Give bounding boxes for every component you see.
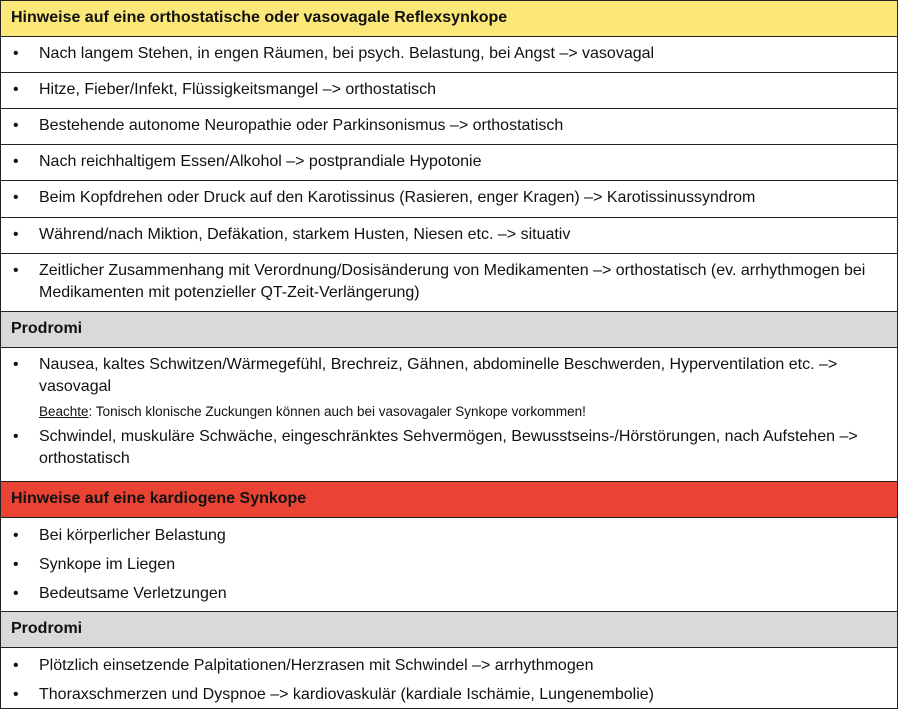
bullet-icon: • <box>13 262 19 279</box>
bullet-icon: • <box>13 153 19 170</box>
list-item <box>11 525 887 547</box>
item-text: Bestehende autonome Neuropathie oder Parkinsonismus –> orthostatisch <box>39 117 564 134</box>
list-item <box>1 73 897 109</box>
list-item <box>1 109 897 145</box>
list-item <box>1 37 897 73</box>
bullet-icon: • <box>13 527 19 544</box>
note-text: : Tonisch klonische Zuckungen können auch bei vasovagaler Synkope vorkommen! <box>88 404 586 419</box>
item-text: Nach reichhaltigem Essen/Alkohol –> postprandiale Hypotonie <box>39 153 482 170</box>
list-item <box>1 145 897 181</box>
bullet-icon: • <box>13 226 19 243</box>
list-item <box>11 354 887 398</box>
cardiac-syncope-header: Hinweise auf eine kardiogene Synkope <box>1 482 897 518</box>
note <box>11 403 887 421</box>
list-item <box>11 583 887 605</box>
bullet-icon: • <box>13 45 19 62</box>
prodromi-list <box>1 348 897 482</box>
item-text: Thoraxschmerzen und Dyspnoe –> kardiovaskulär (kardiale Ischämie, Lungenembolie) <box>39 686 654 703</box>
item-text: Zeitlicher Zusammenhang mit Verordnung/Dosisänderung von Medikamenten –> orthostatisch (ev. arrhythmogen bei Medikamenten mit potenzieller QT-Zeit-Verlängerung) <box>39 262 866 301</box>
list-item <box>11 426 887 470</box>
list-item <box>11 684 887 706</box>
list-item <box>11 655 887 677</box>
bullet-icon: • <box>13 428 19 445</box>
list-item <box>1 254 897 312</box>
bullet-icon: • <box>13 81 19 98</box>
cardiac-prodromi-list <box>1 648 897 708</box>
bullet-icon: • <box>13 117 19 134</box>
prodromi-header: Prodromi <box>1 312 897 348</box>
bullet-icon: • <box>13 686 19 703</box>
item-text: Bedeutsame Verletzungen <box>39 585 227 602</box>
item-text: Schwindel, muskuläre Schwäche, eingeschränktes Sehvermögen, Bewusstseins-/Hörstörungen, nach Aufstehen –> orthostatisch <box>39 428 858 467</box>
cardiac-list <box>1 518 897 612</box>
item-text: Nausea, kaltes Schwitzen/Wärmegefühl, Brechreiz, Gähnen, abdominelle Beschwerden, Hyperventilation etc. –> vasovagal <box>39 356 838 395</box>
bullet-icon: • <box>13 585 19 602</box>
item-text: Hitze, Fieber/Infekt, Flüssigkeitsmangel –> orthostatisch <box>39 81 437 98</box>
list-item <box>11 554 887 576</box>
note-label: Beachte <box>39 404 89 419</box>
item-text: Synkope im Liegen <box>39 556 176 573</box>
list-item <box>1 218 897 254</box>
list-item <box>1 181 897 218</box>
item-text: Bei körperlicher Belastung <box>39 527 226 544</box>
item-text: Während/nach Miktion, Defäkation, starkem Husten, Niesen etc. –> situativ <box>39 226 571 243</box>
reflex-syncope-header: Hinweise auf eine orthostatische oder vasovagale Reflexsynkope <box>1 1 897 37</box>
bullet-icon: • <box>13 356 19 373</box>
bullet-icon: • <box>13 556 19 573</box>
item-text: Plötzlich einsetzende Palpitationen/Herzrasen mit Schwindel –> arrhythmogen <box>39 657 594 674</box>
item-text: Nach langem Stehen, in engen Räumen, bei psych. Belastung, bei Angst –> vasovagal <box>39 45 655 62</box>
bullet-icon: • <box>13 657 19 674</box>
prodromi-header-cardiac: Prodromi <box>1 612 897 648</box>
bullet-icon: • <box>13 189 19 206</box>
item-text: Beim Kopfdrehen oder Druck auf den Karotissinus (Rasieren, enger Kragen) –> Karotissinussyndrom <box>39 189 756 206</box>
